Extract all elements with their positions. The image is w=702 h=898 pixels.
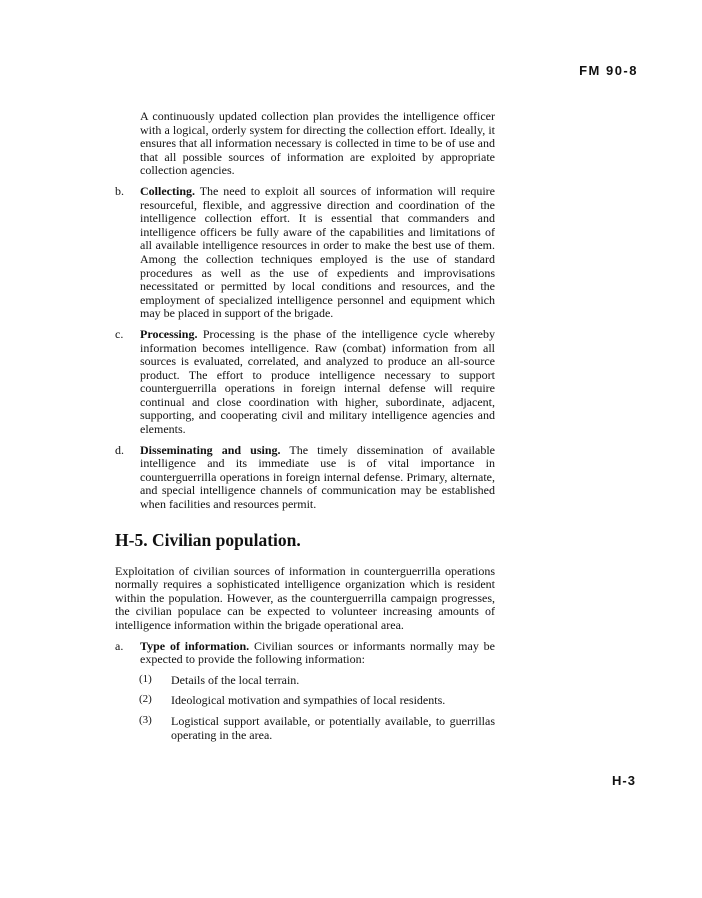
page-number: H-3 — [612, 773, 636, 788]
item-text: Processing is the phase of the intelligence cycle whereby information becomes intelligence. Raw (combat) information from all sources is evaluated, correlated, and analyzed to produce an all-source product. The effort to produce intelligence necessary to support counterguerrilla operations in foreign internal defense will require continual and close coordination with higher, subordinate, adjacent, supporting, and cooperating civil and military intelligence agencies and elements. — [140, 326, 495, 437]
item-collecting — [115, 183, 495, 321]
item-marker: d. — [115, 442, 124, 457]
item-processing — [115, 326, 495, 437]
subitem-marker: (1) — [139, 672, 152, 685]
item-title: Processing. — [140, 326, 198, 341]
item-text: Civilian sources or informants normally may be expected to provide the following information: — [140, 638, 495, 667]
item-title: Type of information. — [140, 638, 250, 653]
subitem-logistical — [139, 713, 495, 742]
item-marker: b. — [115, 183, 124, 198]
manual-id-header: FM 90-8 — [579, 63, 638, 78]
intro-paragraph: A continuously updated collection plan provides the intelligence officer with a logical, orderly system for directing the collection effort. Ideally, it ensures that all information necessary is collected in time to be of use and that all possible sources of information are exploited by appropriate collection agencies. — [140, 109, 495, 178]
page-content — [115, 110, 495, 742]
item-title: Collecting. — [140, 183, 195, 198]
subitem-terrain — [139, 672, 495, 688]
subitem-text: Logistical support available, or potentially available, to guerrillas operating in the area. — [171, 713, 495, 742]
subitem-marker: (2) — [139, 693, 152, 706]
item-paragraph — [140, 328, 495, 437]
item-paragraph — [140, 640, 495, 667]
section-heading: H-5. Civilian population. — [115, 529, 301, 550]
item-text: The timely dissemination of available intelligence and its immediate use is of vital importance in counterguerrilla operations in foreign internal defense. Primary, alternate, and special intelligence channels of communication may be established when facilities and resources permit. — [140, 442, 495, 512]
item-text: The need to exploit all sources of information will require resourceful, flexible, and aggressive direction and coordination of the intelligence collection effort. It is essential that commanders and intelligence officers be fully aware of the capabilities and limitations of all available intelligence resources in order to make the best use of them. Among the collection techniques employed is the use of standard procedures as well as the use of expedients and improvisations necessitated or permitted by local conditions and resources, and the employment of specialized intelligence personnel and equipment which may be placed in support of the brigade. — [140, 183, 495, 321]
item-paragraph — [140, 185, 495, 321]
subitem-text: Details of the local terrain. — [171, 672, 300, 687]
item-paragraph — [140, 444, 495, 512]
item-disseminating — [115, 442, 495, 512]
subitem-text: Ideological motivation and sympathies of local residents. — [171, 693, 446, 708]
item-marker: a. — [115, 638, 124, 653]
item-title: Disseminating and using. — [140, 442, 281, 457]
item-type-of-information — [115, 638, 495, 667]
section-paragraph: Exploitation of civilian sources of information in counterguerrilla operations normally requires a sophisticated intelligence organization which is resident within the population. However, as the counterguerrilla campaign progresses, the civilian populace can be expected to volunteer increasing amounts of intelligence information within the brigade operational area. — [115, 563, 495, 632]
subitem-marker: (3) — [139, 713, 152, 726]
item-marker: c. — [115, 326, 124, 341]
subitem-ideological — [139, 693, 495, 708]
